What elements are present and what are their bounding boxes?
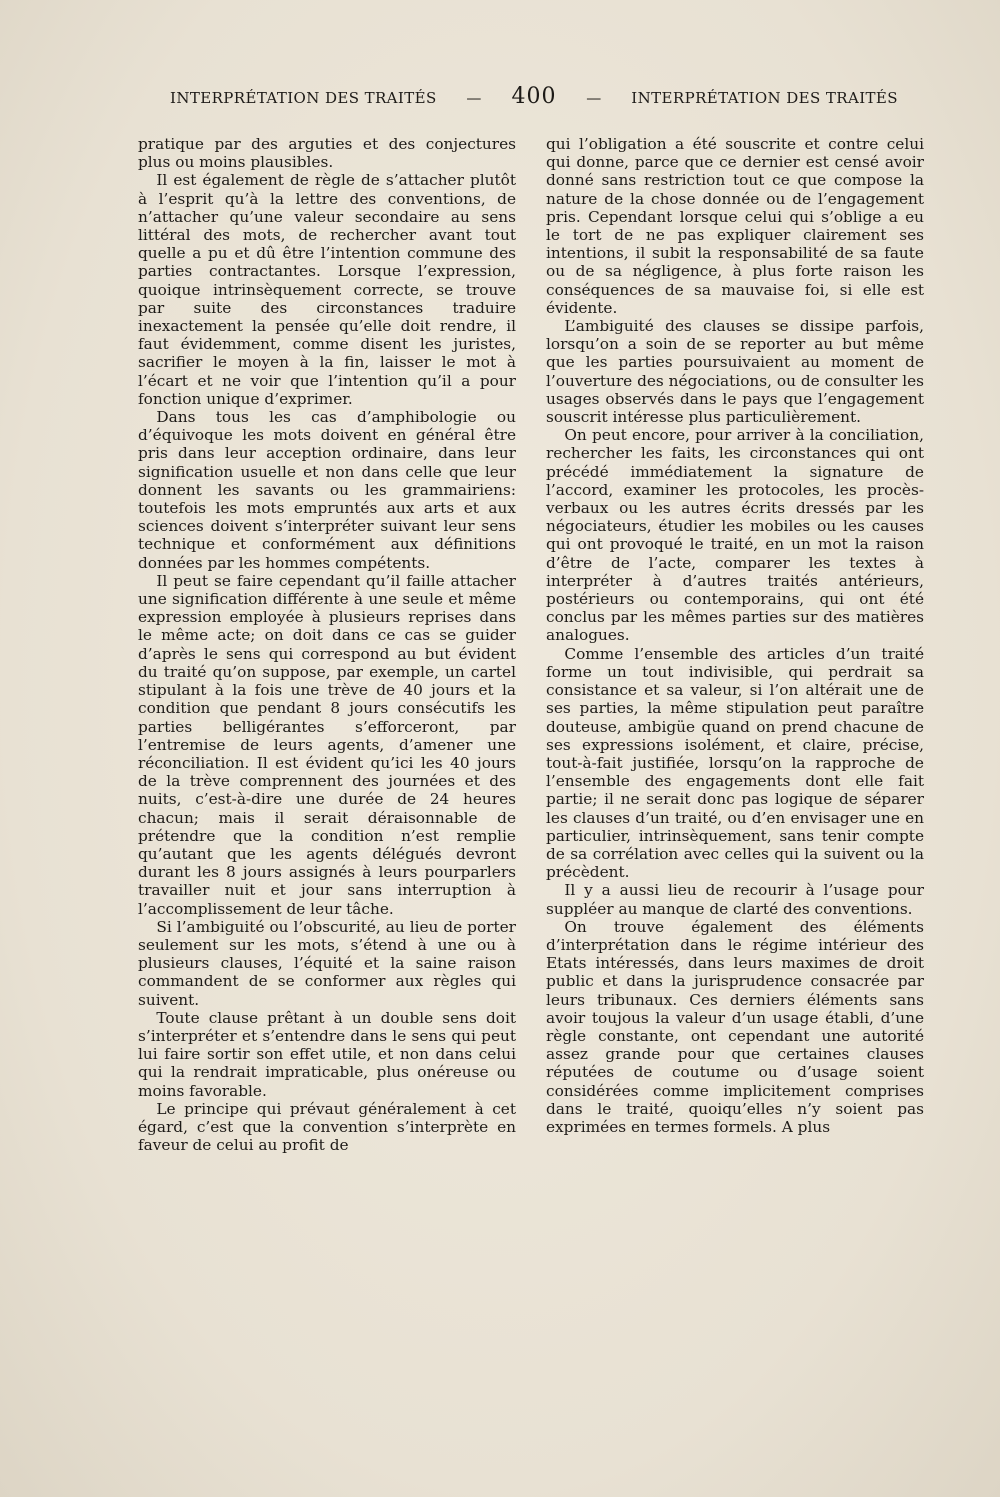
header-dash: —: [466, 89, 482, 107]
header-left-title: INTERPRÉTATION DES TRAITÉS: [170, 89, 437, 107]
left-column: [138, 135, 516, 1154]
paragraph: On trouve également des éléments d’interprétation dans le régime intérieur des Etats intéressés, dans leurs maximes de droit public et dans la jurisprudence consacrée par leurs tribunaux. Ces derniers éléments sans avoir toujous la valeur d’un usage établi, d’une règle constante, ont cependant une autorité assez grande pour que certaines clauses réputées de coutume ou d’usage soient considérées comme implicitement comprises dans le traité, quoiqu’elles n’y soient pas exprimées en termes formels. A plus: [546, 917, 924, 1136]
paragraph: pratique par des arguties et des conjectures plus ou moins plausibles.: [138, 135, 516, 172]
paragraph: Toute clause prêtant à un double sens doit s’interpréter et s’entendre dans le sens qui peut lui faire sortir son effet utile, et non dans celui qui la rendrait impraticable, plus onéreuse ou moins favorable.: [138, 1008, 516, 1100]
paragraph: Il y a aussi lieu de recourir à l’usage pour suppléer au manque de clarté des conventions.: [546, 881, 924, 918]
paragraph: Il est également de règle de s’attacher plutôt à l’esprit qu’à la lettre des conventions, de n’attacher qu’une valeur secondaire au sens littéral des mots, de rechercher avant tout quelle a pu et dû être l’intention commune des parties contractantes. Lorsque l’expression, quoique intrinsèquement correcte, se trouve par suite des circonstances traduire inexactement la pensée qu’elle doit rendre, il faut évidemment, comme disent les juristes, sacrifier le moyen à la fin, laisser le mot à l’écart et ne voir que l’intention qu’il a pour fonction unique d’exprimer.: [138, 171, 516, 408]
paragraph: Il peut se faire cependant qu’il faille attacher une signification différente à une seule et même expression employée à plusieurs reprises dans le même acte; on doit dans ce cas se guider d’après le sens qui correspond au but évident du traité qu’on suppose, par exemple, un cartel stipulant à la fois une trève de 40 jours et la condition que pendant 8 jours consécutifs les parties belligérantes s’efforceront, par l’entremise de leurs agents, d’amener une réconciliation. Il est évident qu’ici les 40 jours de la trève comprennent des journées et des nuits, c’est-à-dire une durée de 24 heures chacun; mais il serait déraisonnable de prétendre que la condition n’est remplie qu’autant que les agents délégués devront durant les 8 jours assignés à leurs pourparlers travailler nuit et jour sans interruption à l’accomplissement de leur tâche.: [138, 571, 516, 918]
paragraph: Si l’ambiguité ou l’obscurité, au lieu de porter seulement sur les mots, s’étend à une ou à plusieurs clauses, l’équité et la saine raison commandent de se conformer aux règles qui suivent.: [138, 917, 516, 1009]
paragraph: Comme l’ensemble des articles d’un traité forme un tout indivisible, qui perdrait sa consistance et sa valeur, si l’on altérait une de ses parties, la même stipulation peut paraître douteuse, ambigüe quand on prend chacune de ses expressions isolément, et claire, précise, tout-à-fait justifiée, lorsqu’on la rapproche de l’ensemble des engagements dont elle fait partie; il ne serait donc pas logique de séparer les clauses d’un traité, ou d’en envisager une en particulier, intrinsèquement, sans tenir compte de sa corrélation avec celles qui la suivent ou la précèdent.: [546, 644, 924, 882]
paragraph: Le principe qui prévaut généralement à cet égard, c’est que la convention s’interprète en faveur de celui au profit de: [138, 1099, 516, 1155]
header-right-title: INTERPRÉTATION DES TRAITÉS: [631, 89, 898, 107]
header-dash: —: [586, 89, 602, 107]
page-number: 400: [511, 84, 557, 109]
paragraph: qui l’obligation a été souscrite et contre celui qui donne, parce que ce dernier est censé avoir donné sans restriction tout ce que compose la nature de la chose donnée ou de l’engagement pris. Cependant lorsque celui qui s’oblige a eu le tort de ne pas expliquer clairement ses intentions, il subit la responsabilité de sa faute ou de sa négligence, à plus forte raison les conséquences de sa mauvaise foi, si elle est évidente.: [546, 135, 924, 317]
right-column: [546, 135, 924, 1136]
paragraph: L’ambiguité des clauses se dissipe parfois, lorsqu’on a soin de se reporter au but même que les parties poursuivaient au moment de l’ouverture des négociations, ou de consulter les usages observés dans le pays que l’engagement souscrit intéresse plus particulièrement.: [546, 317, 924, 427]
paragraph: On peut encore, pour arriver à la conciliation, rechercher les faits, les circonstances qui ont précédé immédiatement la signature de l’accord, examiner les protocoles, les procès-verbaux ou les autres écrits dressés par les négociateurs, étudier les mobiles ou les causes qui ont provoqué le traité, en un mot la raison d’être de l’acte, comparer les textes à interpréter à d’autres traités antérieurs, postérieurs ou contemporains, qui ont été conclus par les mêmes parties sur des matières analogues.: [546, 426, 924, 645]
running-header: [170, 84, 898, 114]
paragraph: Dans tous les cas d’amphibologie ou d’équivoque les mots doivent en général être pris dans leur acception ordinaire, dans leur signification usuelle et non dans celle que leur donnent les savants ou les grammairiens: toutefois les mots empruntés aux arts et aux sciences doivent s’interpréter suivant leur sens technique et conformément aux définitions données par les hommes compétents.: [138, 408, 516, 572]
